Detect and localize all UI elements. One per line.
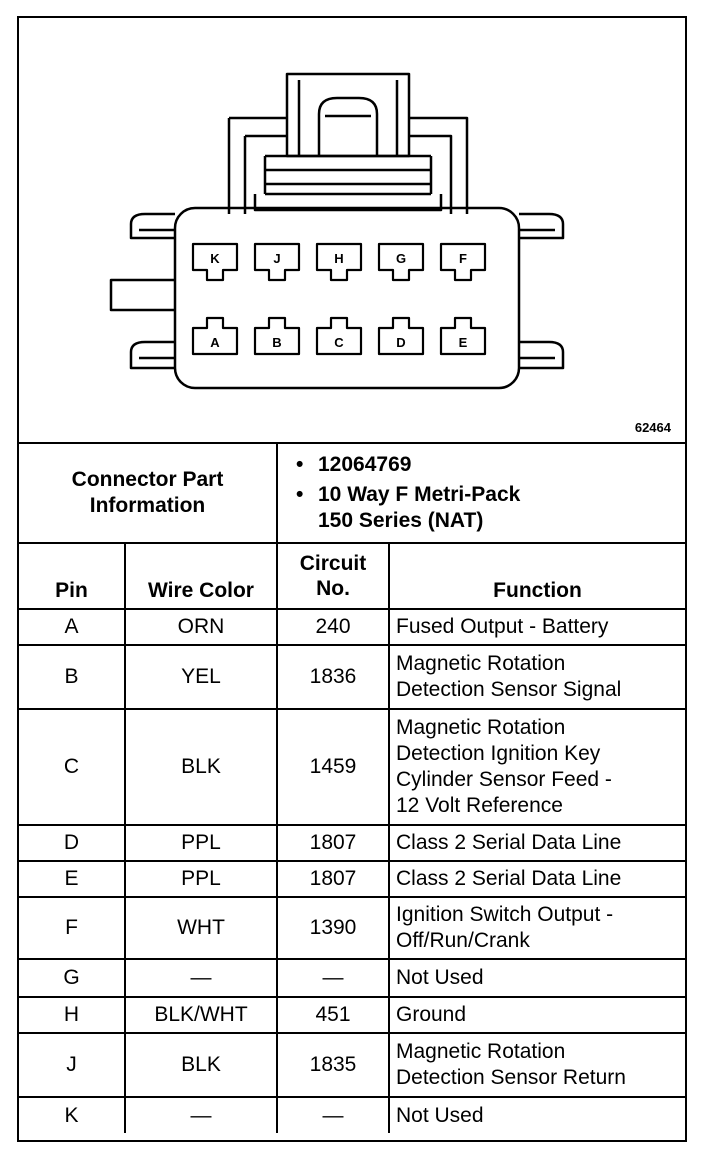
wire-color-cell: BLK/WHT — [125, 997, 277, 1033]
description-line1: 10 Way F Metri-Pack — [318, 483, 521, 506]
circuit-cell: 240 — [277, 609, 389, 645]
function-cell — [389, 897, 685, 959]
table-row — [19, 897, 685, 959]
header-wire-color: Wire Color — [125, 543, 277, 609]
pin-cell: E — [19, 861, 125, 897]
wire-color-cell: ORN — [125, 609, 277, 645]
pin-label: D — [396, 335, 406, 350]
function-line: Cylinder Sensor Feed - — [396, 768, 612, 791]
circuit-cell: 1459 — [277, 709, 389, 825]
function-cell — [389, 645, 685, 709]
pin-label: F — [459, 251, 467, 266]
table-row — [19, 609, 685, 645]
circuit-cell: 1835 — [277, 1033, 389, 1097]
info-title-line2: Information — [89, 494, 206, 517]
pin-cavity — [379, 318, 423, 354]
pin-label: C — [334, 335, 344, 350]
bullet-icon: • — [296, 453, 304, 476]
pin-label: H — [334, 251, 344, 266]
circuit-cell: 1836 — [277, 645, 389, 709]
circuit-cell: — — [277, 959, 389, 997]
pin-cell: K — [19, 1097, 125, 1133]
part-number-item — [296, 452, 679, 478]
header-function: Function — [389, 543, 685, 609]
pin-label: J — [273, 251, 281, 266]
wire-color-cell: — — [125, 1097, 277, 1133]
bullet-icon: • — [296, 483, 304, 506]
function-line: Magnetic Rotation — [396, 652, 566, 675]
table-row — [19, 645, 685, 709]
table-row — [19, 1097, 685, 1133]
function-line: 12 Volt Reference — [396, 794, 563, 817]
function-line: Ground — [396, 1003, 467, 1026]
pin-cavity — [193, 244, 237, 280]
function-line: Magnetic Rotation — [396, 1040, 566, 1063]
function-cell — [389, 825, 685, 861]
function-line: Class 2 Serial Data Line — [396, 831, 622, 854]
wire-color-cell: BLK — [125, 1033, 277, 1097]
description-item — [296, 482, 679, 508]
wire-color-cell: YEL — [125, 645, 277, 709]
pin-cell: G — [19, 959, 125, 997]
pin-cell: H — [19, 997, 125, 1033]
function-line: Not Used — [396, 1103, 484, 1127]
description-line2: 150 Series (NAT) — [318, 509, 484, 532]
function-line: Detection Ignition Key — [396, 742, 601, 765]
function-line: Magnetic Rotation — [396, 716, 566, 739]
connector-info-values — [277, 443, 685, 543]
column-header-row — [19, 543, 685, 609]
pin-cavity — [317, 244, 361, 280]
function-cell — [389, 609, 685, 645]
pin-cavity — [255, 318, 299, 354]
pin-label: E — [458, 335, 468, 350]
function-line: Off/Run/Crank — [396, 929, 530, 952]
table-row — [19, 1033, 685, 1097]
header-circuit-line2: No. — [316, 577, 350, 600]
part-number: 12064769 — [318, 453, 412, 476]
pin-label: A — [210, 335, 220, 350]
wire-color-cell: — — [125, 959, 277, 997]
function-cell — [389, 959, 685, 997]
function-line: Not Used — [396, 966, 484, 989]
table-row — [19, 709, 685, 825]
header-circuit-line1: Circuit — [299, 552, 367, 575]
connector-table — [19, 442, 685, 1133]
pin-label: B — [272, 335, 282, 350]
function-line: Detection Sensor Return — [396, 1066, 626, 1089]
connector-figure — [19, 18, 685, 442]
function-cell — [389, 1097, 685, 1133]
circuit-cell: 451 — [277, 997, 389, 1033]
connector-diagram — [19, 18, 685, 442]
function-cell — [389, 1033, 685, 1097]
wire-color-cell: PPL — [125, 825, 277, 861]
pin-cell: J — [19, 1033, 125, 1097]
table-row — [19, 997, 685, 1033]
document-frame — [17, 16, 687, 1142]
table-row — [19, 825, 685, 861]
info-title-line1: Connector Part — [71, 468, 224, 491]
function-line: Ignition Switch Output - — [396, 903, 614, 926]
wire-color-cell: BLK — [125, 709, 277, 825]
header-pin: Pin — [19, 543, 125, 609]
circuit-cell: 1390 — [277, 897, 389, 959]
circuit-cell: 1807 — [277, 825, 389, 861]
connector-info-row — [19, 443, 685, 543]
wire-color-cell: PPL — [125, 861, 277, 897]
wire-color-cell: WHT — [125, 897, 277, 959]
pin-cavity — [379, 244, 423, 280]
pin-cavity — [441, 318, 485, 354]
pin-label: G — [395, 251, 407, 266]
function-cell — [389, 709, 685, 825]
function-line: Detection Sensor Signal — [396, 678, 622, 701]
figure-id: 62464 — [634, 420, 671, 435]
pin-cavity — [441, 244, 485, 280]
function-cell — [389, 997, 685, 1033]
pin-cavity — [193, 318, 237, 354]
pin-cell: D — [19, 825, 125, 861]
pin-cell: F — [19, 897, 125, 959]
connector-info-label — [19, 443, 277, 543]
pin-cavity — [317, 318, 361, 354]
circuit-cell: 1807 — [277, 861, 389, 897]
function-cell — [389, 861, 685, 897]
pin-cavity — [255, 244, 299, 280]
circuit-cell: — — [277, 1097, 389, 1133]
function-line: Fused Output - Battery — [396, 615, 609, 638]
function-line: Class 2 Serial Data Line — [396, 867, 622, 890]
table-row — [19, 861, 685, 897]
pin-cell: A — [19, 609, 125, 645]
pin-cell: B — [19, 645, 125, 709]
pin-cell: C — [19, 709, 125, 825]
table-row — [19, 959, 685, 997]
header-circuit — [277, 543, 389, 609]
pin-label: K — [210, 251, 220, 266]
